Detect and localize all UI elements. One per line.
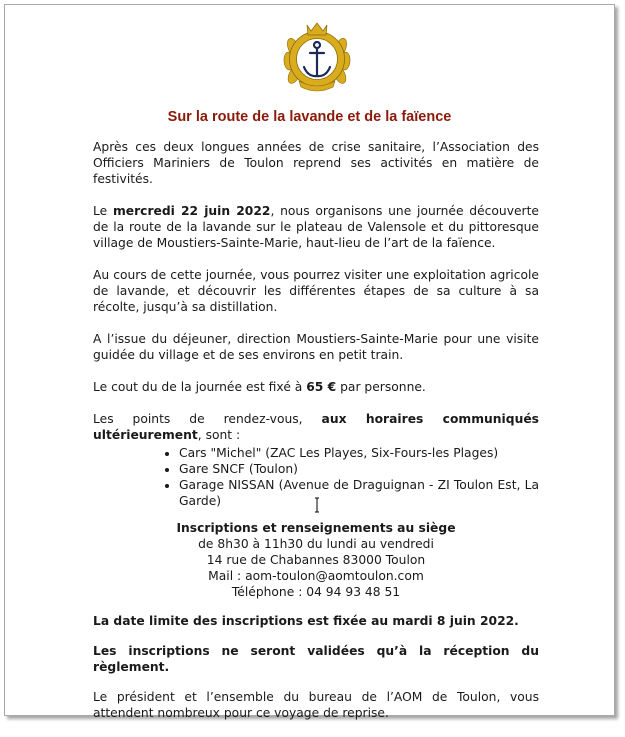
document-page [4,4,615,720]
intro-paragraph: Après ces deux longues années de crise sanitaire, l’Association des Officiers Mariniers de Toulon reprend ses activités en matière de festivités. [93,140,539,186]
text-cursor-icon [314,497,320,513]
list-item: • Cars "Michel" (ZAC Les Playes, Six-Fours-les Plages) [179,445,539,461]
deadline-line: La date limite des inscriptions est fixée au mardi 8 juin 2022. [93,614,519,628]
anchor-emblem-icon [281,17,353,95]
contact-block [93,520,539,600]
closing-paragraph: Le président et l’ensemble du bureau de l’AOM de Toulon, vous attendent nombreux pour ce voyage de reprise. [93,690,539,720]
letter-body [93,139,539,737]
contact-phone: Téléphone : 04 94 93 48 51 [231,585,401,599]
contact-hours: de 8h30 à 11h30 du lundi au vendredi [198,537,434,551]
contact-heading: Inscriptions et renseignements au siège [176,521,456,535]
price-paragraph: Le cout du de la journée est fixé à 65 € par personne. [93,380,426,394]
list-item: • Gare SNCF (Toulon) [179,461,539,477]
event-date: mercredi 22 juin 2022 [112,204,271,218]
visit-paragraph: Au cours de cette journée, vous pourrez visiter une exploitation agricole de lavande, et découvrir les différentes étapes de sa culture à sa récolte, jusqu’à sa distillation. [93,268,539,314]
contact-mail: Mail : aom-toulon@aomtoulon.com [208,569,424,583]
validation-line: Les inscriptions ne seront validées qu’à la réception du règlement. [93,644,539,674]
contact-address: 14 rue de Chabannes 83000 Toulon [206,553,426,567]
page-title: Sur la route de la lavande et de la faïence [167,109,452,125]
price: 65 € [306,380,337,394]
meeting-points-intro: Les points de rendez-vous, aux horaires communiqués ultérieurement, sont : [93,412,539,442]
lunch-paragraph: A l’issue du déjeuner, direction Moustiers-Sainte-Marie pour une visite guidée du village et de ses environs en petit train. [93,332,539,362]
list-item: • Garage NISSAN (Avenue de Draguignan - ZI Toulon Est, La Garde) [179,477,539,509]
event-date-paragraph: Le mercredi 22 juin 2022, nous organisons une journée découverte de la route de la lavande sur le plateau de Valensole et du pittoresque village de Moustiers-Sainte-Marie, haut-lieu de l’art de la faïence. [93,204,539,250]
